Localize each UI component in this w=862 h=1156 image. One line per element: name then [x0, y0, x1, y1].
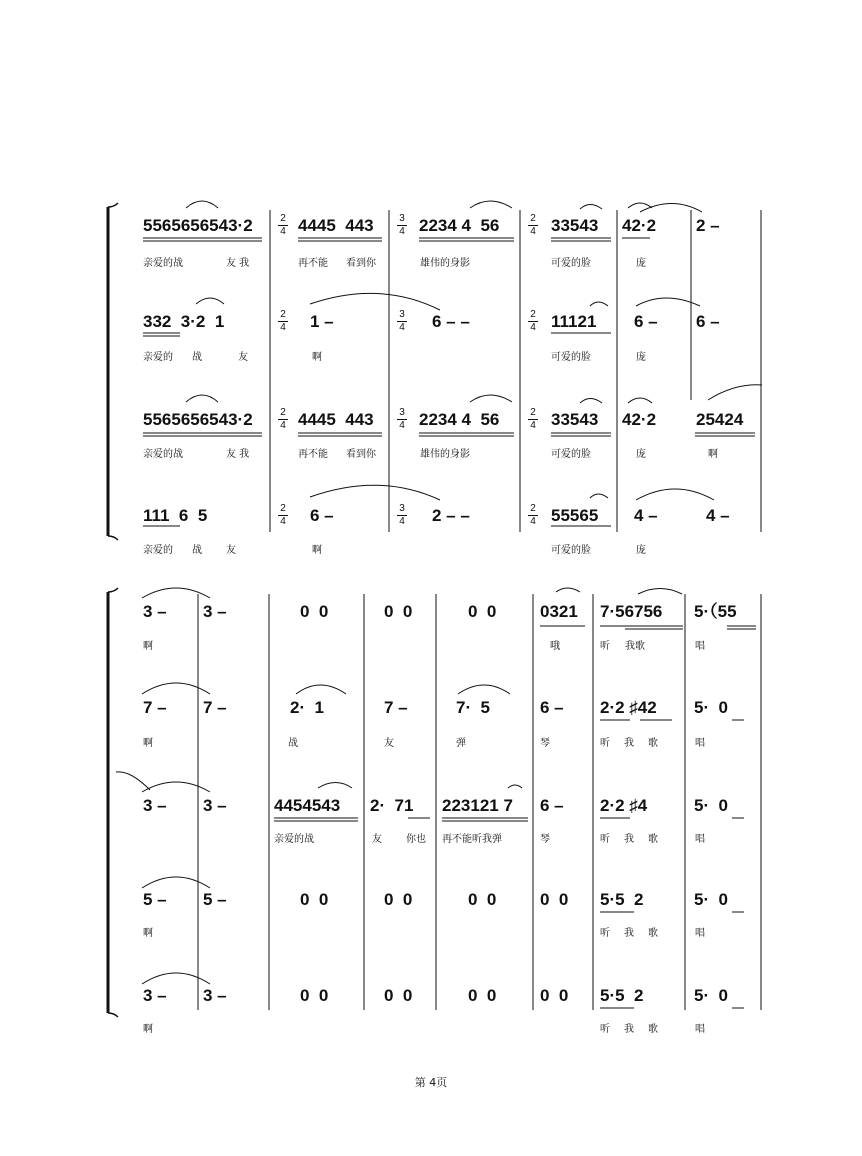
lyric: 看到你 — [346, 258, 376, 269]
system1-barlines — [270, 210, 761, 532]
time-signature-numerator: 3 — [399, 503, 405, 514]
lyric: 听 — [600, 641, 610, 652]
s2-r5-m7: 5·5 2 — [600, 986, 644, 1005]
time-signature-denominator: 4 — [280, 516, 286, 527]
s1-r4-m1: 111 6 5 — [143, 506, 208, 525]
s2-r4-m1: 5 – — [143, 890, 167, 909]
s1-r1-m6: 2 – — [696, 216, 720, 235]
s2-r2-m6: 6 – — [540, 698, 564, 717]
lyric: 亲爱的 — [143, 545, 173, 556]
lyric: 听 — [600, 738, 610, 749]
s2-r2-m2: 7 – — [203, 698, 227, 717]
lyric: 唱 — [695, 1024, 705, 1035]
s2-r5-m6: 0 0 — [540, 986, 569, 1005]
time-signature-denominator: 4 — [530, 516, 536, 527]
s2-r4-m6: 0 0 — [540, 890, 569, 909]
lyric: 唱 — [695, 641, 705, 652]
s1-r4-m3: 2 – – — [432, 506, 470, 525]
lyric: 再不能 — [298, 258, 328, 269]
lyric: 啊 — [143, 738, 153, 749]
lyric: 可爱的脸 — [551, 545, 591, 556]
s1-r3-m6: 25424 — [696, 410, 744, 429]
s1-r2-m6: 6 – — [696, 312, 720, 331]
lyric: 战 — [288, 738, 298, 749]
page-number: 第 4页 — [414, 1076, 448, 1089]
lyric: 我 — [624, 738, 634, 749]
s2-r5-m5: 0 0 — [468, 986, 497, 1005]
s2-r5-m3: 0 0 — [300, 986, 329, 1005]
lyric: 战 — [192, 352, 202, 363]
lyric: 可爱的脸 — [551, 352, 591, 363]
s2-r1-m5: 0 0 — [468, 602, 497, 621]
time-signature-denominator: 4 — [280, 226, 286, 237]
lyric: 友 — [372, 834, 382, 845]
lyric: 弹 — [456, 738, 466, 749]
lyric: 啊 — [312, 352, 322, 363]
lyric: 战 — [192, 545, 202, 556]
time-signature — [276, 408, 290, 431]
lyric: 歌 — [648, 738, 658, 749]
s2-r3-m3: 4454543 — [274, 796, 341, 815]
lyric: 听 — [600, 834, 610, 845]
s1-r3-m5: 42·2 — [622, 410, 657, 429]
s2-r1-m6: 0321 — [540, 602, 578, 621]
s2-r4-m3: 0 0 — [300, 890, 329, 909]
lyric: 唱 — [695, 834, 705, 845]
lyric: 哦 — [550, 641, 560, 652]
lyric: 可爱的脸 — [551, 258, 591, 269]
s2-r3-m2: 3 – — [203, 796, 227, 815]
time-signature-denominator: 4 — [280, 322, 286, 333]
lyric: 歌 — [648, 1024, 658, 1035]
lyric: 友 我 — [226, 449, 250, 460]
s2-r3-m4: 2· 71 — [370, 796, 414, 815]
lyric: 啊 — [143, 641, 153, 652]
time-signature-numerator: 2 — [530, 213, 536, 224]
lyric: 琴 — [540, 738, 550, 749]
lyric: 唱 — [695, 928, 705, 939]
s2-r5-m8: 5· 0 — [694, 986, 729, 1005]
lyric: 看到你 — [346, 449, 376, 460]
time-signature-numerator: 2 — [280, 503, 286, 514]
s2-r1-m4: 0 0 — [384, 602, 413, 621]
s2-r4-m4: 0 0 — [384, 890, 413, 909]
time-signature-denominator: 4 — [530, 226, 536, 237]
time-signature-numerator: 2 — [530, 503, 536, 514]
lyric: 再不能 — [298, 449, 328, 460]
time-signature-denominator: 4 — [530, 420, 536, 431]
time-signature-numerator: 3 — [399, 309, 405, 320]
s1-r4-m2: 6 – — [310, 506, 334, 525]
s2-r2-m8: 5· 0 — [694, 698, 729, 717]
time-signature — [395, 408, 409, 431]
lyric: 歌 — [648, 928, 658, 939]
time-signature — [526, 504, 540, 527]
time-signature — [395, 310, 409, 333]
s1-r2-m5: 6 – — [634, 312, 658, 331]
time-signature — [276, 310, 290, 333]
time-signature — [526, 408, 540, 431]
time-signature — [526, 310, 540, 333]
lyric: 我 — [624, 928, 634, 939]
time-signature — [526, 214, 540, 237]
lyric: 亲爱的战 — [143, 258, 183, 269]
lyric: 啊 — [143, 928, 153, 939]
lyric: 庞 — [636, 352, 646, 363]
lyric: 我歌 — [625, 641, 645, 652]
s2-r4-m7: 5·5 2 — [600, 890, 644, 909]
lyric: 我 — [624, 834, 634, 845]
time-signature-numerator: 2 — [530, 407, 536, 418]
s2-r3-m8: 5· 0 — [694, 796, 729, 815]
lyric: 友 — [226, 545, 236, 556]
s1-r4-m5: 4 – — [634, 506, 658, 525]
s2-r1-m2: 3 – — [203, 602, 227, 621]
s2-r3-m7: 2·2 ♯4 — [600, 796, 648, 815]
time-signature-numerator: 2 — [280, 407, 286, 418]
s1-r3-m2: 4445 443 — [298, 410, 374, 429]
s2-r2-m4: 7 – — [384, 698, 408, 717]
s1-r2-m2: 1 – — [310, 312, 334, 331]
lyric: 友 我 — [226, 258, 250, 269]
s2-r3-m5: 223121 7 — [442, 796, 513, 815]
s2-r1-m7: 7·56756 — [600, 602, 663, 621]
s2-r1-m3: 0 0 — [300, 602, 329, 621]
system2-bracket — [108, 588, 118, 1017]
s2-r1-m8: 5·（55 — [694, 602, 737, 621]
lyric: 啊 — [143, 1024, 153, 1035]
s2-r1-m1: 3 – — [143, 602, 167, 621]
lyric: 可爱的脸 — [551, 449, 591, 460]
time-signature-denominator: 4 — [530, 322, 536, 333]
lyric: 啊 — [312, 545, 322, 556]
s2-r2-m7: 2·2 ♯42 — [600, 698, 657, 717]
s1-r2-m1: 332 3·2 1 — [143, 312, 225, 331]
lyric: 歌 — [648, 834, 658, 845]
time-signature-numerator: 2 — [280, 213, 286, 224]
time-signature-numerator: 3 — [399, 213, 405, 224]
lyric: 你也 — [406, 834, 426, 845]
time-signature-denominator: 4 — [399, 420, 405, 431]
s2-r3-m1: 3 – — [143, 796, 167, 815]
lyric: 庞 — [636, 449, 646, 460]
time-signature-numerator: 3 — [399, 407, 405, 418]
s1-r4-m6: 4 – — [706, 506, 730, 525]
lyric: 唱 — [695, 738, 705, 749]
time-signature-denominator: 4 — [399, 226, 405, 237]
s2-r2-m1: 7 – — [143, 698, 167, 717]
lyric: 亲爱的战 — [274, 834, 314, 845]
time-signature — [276, 214, 290, 237]
time-signature-denominator: 4 — [399, 516, 405, 527]
s1-r4-m4: 55565 — [551, 506, 599, 525]
s2-r5-m1: 3 – — [143, 986, 167, 1005]
s2-r5-m4: 0 0 — [384, 986, 413, 1005]
s1-r3-m4: 33543 — [551, 410, 599, 429]
s1-r1-m3: 2234 4 56 — [419, 216, 500, 235]
lyric: 友 — [384, 738, 394, 749]
s1-r1-m2: 4445 443 — [298, 216, 374, 235]
time-signature-numerator: 2 — [280, 309, 286, 320]
time-signature — [395, 214, 409, 237]
lyric: 亲爱的战 — [143, 449, 183, 460]
lyric: 庞 — [636, 545, 646, 556]
s1-r1-m1: 5565656543·2 — [143, 216, 253, 235]
lyric: 听 — [600, 928, 610, 939]
beams — [143, 238, 756, 1008]
s2-r2-m5: 7· 5 — [456, 698, 491, 717]
lyric: 雄伟的身影 — [420, 449, 470, 460]
lyric: 琴 — [540, 834, 550, 845]
s2-r4-m8: 5· 0 — [694, 890, 729, 909]
s1-r1-m5: 42·2 — [622, 216, 657, 235]
s2-r4-m2: 5 – — [203, 890, 227, 909]
s1-r3-m3: 2234 4 56 — [419, 410, 500, 429]
s1-r1-m4: 33543 — [551, 216, 599, 235]
lyric: 庞 — [636, 258, 646, 269]
lyric: 我 — [624, 1024, 634, 1035]
s1-r3-m1: 5565656543·2 — [143, 410, 253, 429]
s2-r4-m5: 0 0 — [468, 890, 497, 909]
s2-r2-m3: 2· 1 — [290, 698, 325, 717]
system1-bracket — [108, 203, 118, 540]
lyric: 再不能听我弹 — [442, 834, 502, 845]
time-signature — [276, 504, 290, 527]
lyric: 听 — [600, 1024, 610, 1035]
lyric: 友 — [238, 352, 248, 363]
lyric: 亲爱的 — [143, 352, 173, 363]
lyric: 雄伟的身影 — [420, 258, 470, 269]
s2-r5-m2: 3 – — [203, 986, 227, 1005]
time-signature-numerator: 2 — [530, 309, 536, 320]
s2-r3-m6: 6 – — [540, 796, 564, 815]
time-signature-denominator: 4 — [280, 420, 286, 431]
s1-r2-m3: 6 – – — [432, 312, 470, 331]
time-signature — [395, 504, 409, 527]
time-signature-denominator: 4 — [399, 322, 405, 333]
s1-r2-m4: 11121 — [551, 312, 597, 331]
lyric: 啊 — [708, 449, 718, 460]
